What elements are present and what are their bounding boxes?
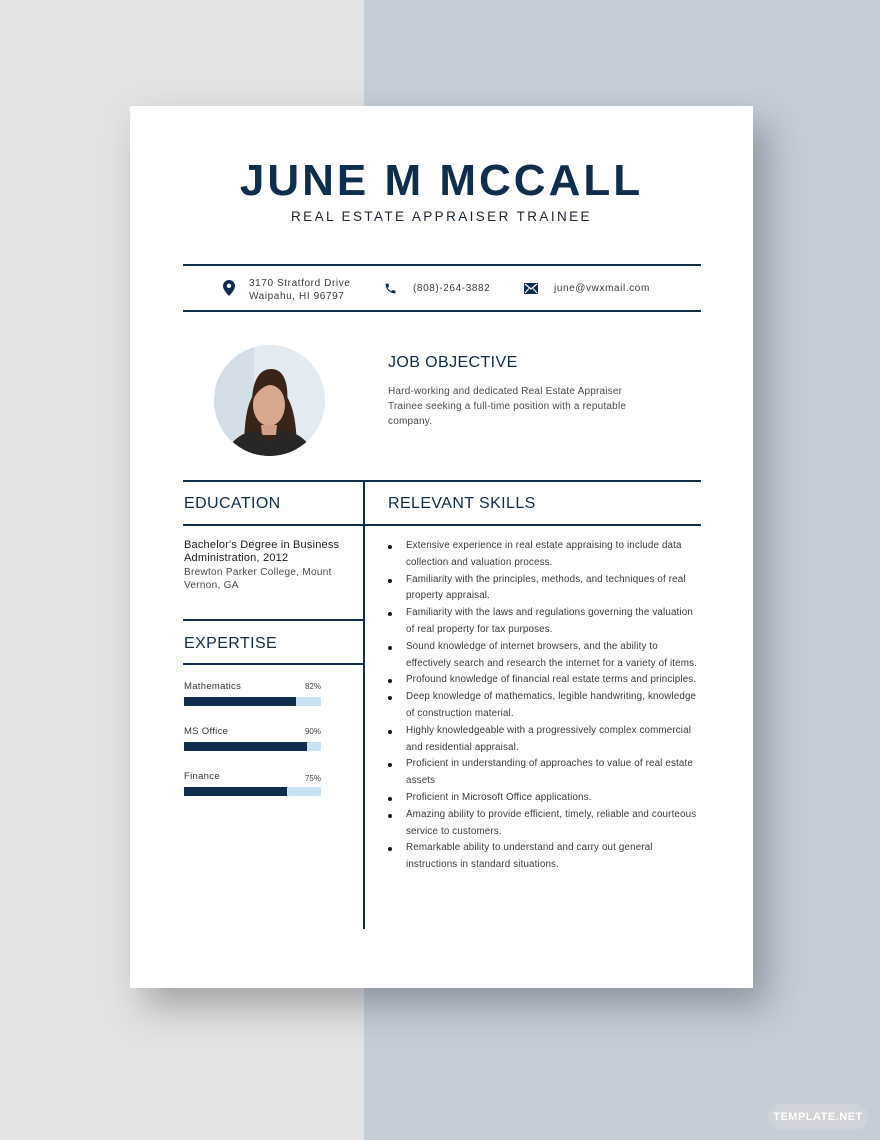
section-rule-top — [183, 480, 701, 482]
contact-email: june@vwxmail.com — [554, 283, 650, 294]
skill-text: Highly knowledgeable with a progressively complex commercial and residential appraisal. — [406, 724, 692, 753]
bullet-icon — [388, 797, 392, 801]
contact-top-rule — [183, 264, 701, 266]
expertise-percent: 82% — [304, 682, 321, 691]
bullet-icon — [388, 579, 392, 583]
bullet-icon — [388, 612, 392, 616]
location-pin-icon — [223, 280, 235, 296]
education-school: Brewton Parker College, Mount Vernon, GA — [184, 567, 332, 591]
contact-bottom-rule — [183, 310, 701, 312]
bullet-icon — [388, 679, 392, 683]
skill-text: Familiarity with the principles, methods, and techniques of real property appraisal. — [406, 573, 686, 602]
skill-text: Remarkable ability to understand and carry out general instructions in standard situations. — [406, 842, 653, 871]
bullet-icon — [388, 730, 392, 734]
expertise-percent: 75% — [304, 774, 321, 783]
skill-text: Amazing ability to provide efficient, timely, reliable and courteous service to customers. — [406, 808, 697, 837]
expertise-label: Mathematics — [184, 681, 242, 692]
skill-text: Profound knowledge of financial real estate terms and principles. — [406, 674, 697, 686]
expertise-rule-top — [183, 619, 363, 621]
list-item — [386, 756, 700, 790]
profile-photo — [214, 345, 325, 456]
expertise-label: Finance — [184, 771, 220, 782]
list-item — [386, 672, 700, 689]
candidate-title: REAL ESTATE APPRAISER TRAINEE — [291, 209, 592, 224]
education-degree: Bachelor's Degree in Business Administration, 2012 — [184, 539, 340, 564]
bullet-icon — [388, 696, 392, 700]
skill-text: Proficient in Microsoft Office applications. — [406, 791, 592, 803]
expertise-bar-fill — [184, 787, 287, 796]
bullet-icon — [388, 763, 392, 767]
section-rule-head — [183, 524, 701, 526]
expertise-heading: EXPERTISE — [184, 635, 278, 652]
list-item — [386, 840, 700, 874]
address-line-2: Waipahu, HI 96797 — [249, 291, 345, 302]
list-item — [386, 723, 700, 757]
education-heading: EDUCATION — [184, 495, 281, 512]
address-line-1: 3170 Stratford Drive — [249, 278, 351, 289]
list-item — [386, 689, 700, 723]
contact-address — [249, 277, 351, 303]
contact-phone: (808)-264-3882 — [413, 283, 491, 294]
expertise-bar-track — [184, 697, 321, 706]
template-net-badge[interactable]: TEMPLATE.NET — [768, 1104, 868, 1130]
objective-text: Hard-working and dedicated Real Estate Appraiser Trainee seeking a full-time position with a reputable company. — [388, 386, 627, 427]
phone-icon — [384, 282, 397, 295]
resume-page — [130, 106, 753, 988]
expertise-bar-fill — [184, 742, 307, 751]
candidate-name: JUNE M MCCALL — [239, 156, 644, 205]
list-item — [386, 639, 700, 673]
bullet-icon — [388, 646, 392, 650]
skill-text: Deep knowledge of mathematics, legible handwriting, knowledge of construction material. — [406, 691, 697, 719]
skill-text: Sound knowledge of internet browsers, and the ability to effectively search and research the internet for a variety of items. — [406, 640, 697, 669]
skill-text: Extensive experience in real estate appraising to include data collection and valuation process. — [406, 540, 682, 568]
expertise-bar-track — [184, 787, 321, 796]
skill-text: Familiarity with the laws and regulations governing the valuation of real property for tax purposes. — [406, 607, 693, 635]
expertise-bar-track — [184, 742, 321, 751]
list-item — [386, 572, 700, 606]
bullet-icon — [388, 545, 392, 549]
expertise-rule-bottom — [183, 663, 363, 665]
objective-heading: JOB OBJECTIVE — [388, 354, 518, 371]
expertise-bar-fill — [184, 697, 296, 706]
skills-list — [386, 538, 700, 874]
bullet-icon — [388, 814, 392, 818]
list-item — [386, 807, 700, 841]
expertise-label: MS Office — [184, 726, 229, 737]
mail-icon — [524, 283, 538, 294]
list-item — [386, 605, 700, 639]
profile-portrait-image — [214, 345, 325, 456]
skill-text: Proficient in understanding of approaches to value of real estate assets — [406, 758, 693, 787]
list-item — [386, 538, 700, 572]
expertise-percent: 90% — [304, 727, 321, 736]
column-divider — [363, 482, 365, 929]
bullet-icon — [388, 847, 392, 851]
list-item — [386, 790, 700, 807]
skills-heading: RELEVANT SKILLS — [388, 495, 536, 512]
